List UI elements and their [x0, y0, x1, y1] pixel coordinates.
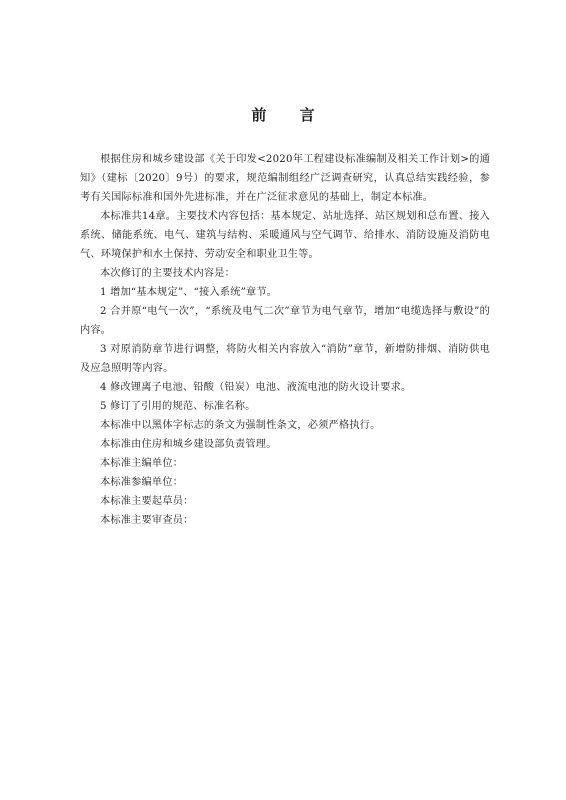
paragraph-drafters [80, 492, 490, 511]
paragraph-text: 根据住房和城乡建设部《关于印发<2020年工程建设标准编制及相关工作计划>的通知》（建标〔2020〕9号）的要求，规范编制组经广泛调查研究，认真总结实践经验，参考有关国际标准和国外先进标准，并在广泛征求意见的基础上，制定本标准。 [80, 154, 490, 203]
paragraph-text: 3 对原消防章节进行调整，将防火相关内容放入“消防”章节，新增防排烟、消防供电及应急照明等内容。 [80, 344, 490, 374]
paragraph-text: 本标准中以黑体字标志的条文为强制性条文，必须严格执行。 [100, 420, 381, 431]
paragraph-text: 本标准主编单位： [100, 458, 184, 469]
paragraph-mandatory [80, 416, 490, 435]
paragraph-participating-units [80, 473, 490, 492]
list-item-revision-3 [80, 340, 490, 378]
paragraph-text: 本标准参编单位： [100, 477, 184, 488]
paragraph-chief-unit [80, 454, 490, 473]
paragraph-text: 本标准共14章。主要技术内容包括：基本规定、站址选择、站区规划和总布置、接入系统、储能系统、电气、建筑与结构、采暖通风与空气调节、给排水、消防设施及消防电气、环境保护和水土保持、劳动安全和职业卫生等。 [80, 211, 490, 260]
paragraph-chapters [80, 207, 490, 264]
paragraph-revision-intro [80, 264, 490, 283]
list-item-revision-1 [80, 283, 490, 302]
paragraph-text: 1 增加“基本规定”、“接入系统”章节。 [100, 287, 278, 298]
paragraph-text: 5 修订了引用的规范、标准名称。 [100, 401, 256, 412]
paragraph-text: 本标准主要审查员： [100, 515, 194, 526]
list-item-revision-4 [80, 378, 490, 397]
paragraph-text: 4 修改锂离子电池、铅酸（铅炭）电池、液流电池的防火设计要求。 [100, 382, 412, 393]
list-item-revision-5 [80, 397, 490, 416]
document-body [80, 150, 490, 530]
paragraph-management [80, 435, 490, 454]
paragraph-text: 本标准由住房和城乡建设部负责管理。 [100, 439, 277, 450]
paragraph-text: 本标准主要起草员： [100, 496, 194, 507]
paragraph-basis [80, 150, 490, 207]
list-item-revision-2 [80, 302, 490, 340]
page-title: 前 言 [251, 106, 329, 124]
paragraph-text: 本次修订的主要技术内容是： [100, 268, 236, 279]
paragraph-text: 2 合并原“电气一次”，“系统及电气二次”章节为电气章节，增加“电缆选择与敷设”的内容。 [80, 306, 490, 336]
paragraph-reviewers [80, 511, 490, 530]
